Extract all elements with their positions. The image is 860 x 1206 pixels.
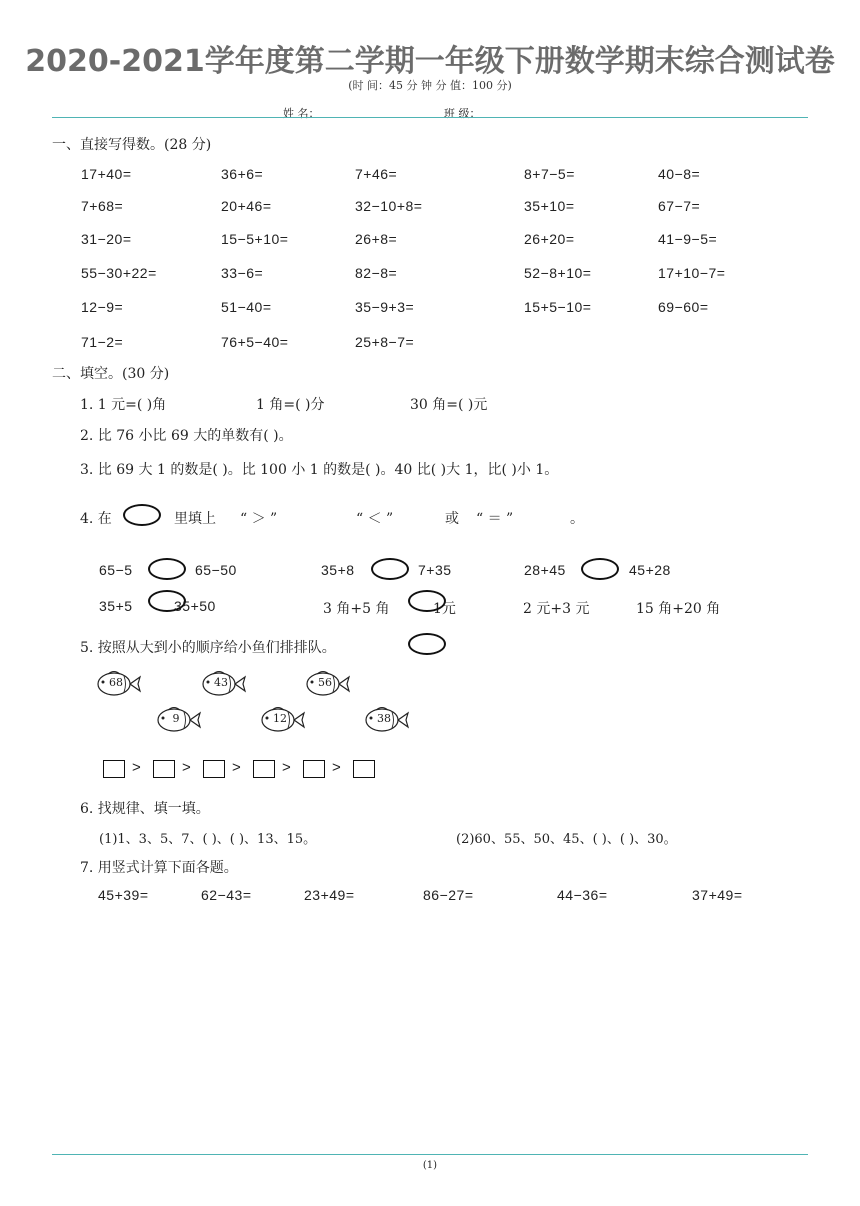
arithmetic-item: 71−2= [81, 334, 124, 350]
greater-than-symbol: > [332, 759, 341, 776]
compare-oval[interactable] [148, 558, 186, 580]
compare-oval[interactable] [371, 558, 409, 580]
compare-left: 35+8 [321, 562, 355, 578]
answer-box[interactable] [103, 760, 125, 778]
arithmetic-item: 41−9−5= [658, 231, 718, 247]
fish-number: 38 [377, 712, 391, 725]
arithmetic-item: 15−5+10= [221, 231, 289, 247]
q1-part-c: 30 角=( )元 [410, 397, 488, 413]
vertical-calc-item: 62−43= [201, 887, 252, 903]
fish-icon [260, 706, 306, 738]
arithmetic-item: 20+46= [221, 198, 272, 214]
fish-icon [201, 670, 247, 702]
arithmetic-item: 17+10−7= [658, 265, 726, 281]
arithmetic-item: 26+20= [524, 231, 575, 247]
arithmetic-item: 8+7−5= [524, 166, 575, 182]
compare-right: 35+50 [174, 598, 216, 614]
compare-right: 45+28 [629, 562, 671, 578]
fish-number: 68 [109, 676, 123, 689]
fish-icon [364, 706, 410, 738]
arithmetic-item: 12−9= [81, 299, 124, 315]
answer-box[interactable] [253, 760, 275, 778]
fish-number: 56 [318, 676, 332, 689]
q5-text: 5. 按照从大到小的顺序给小鱼们排排队。 [80, 640, 336, 656]
q6-text: 6. 找规律、填一填。 [80, 801, 210, 817]
compare-right: 1元 [433, 601, 456, 617]
arithmetic-item: 17+40= [81, 166, 132, 182]
page-number: (1) [422, 1160, 438, 1171]
fish-number: 12 [273, 712, 287, 725]
arithmetic-item: 82−8= [355, 265, 398, 281]
arithmetic-item: 33−6= [221, 265, 264, 281]
compare-left: 28+45 [524, 562, 566, 578]
q4-or: 或 [445, 511, 459, 527]
greater-than-symbol: > [132, 759, 141, 776]
compare-oval[interactable] [581, 558, 619, 580]
arithmetic-item: 7+46= [355, 166, 398, 182]
arithmetic-item: 52−8+10= [524, 265, 592, 281]
arithmetic-item: 40−8= [658, 166, 701, 182]
fish-icon [96, 670, 142, 702]
page-title: 2020-2021学年度第二学期一年级下册数学期末综合测试卷 [25, 44, 835, 79]
arithmetic-item: 36+6= [221, 166, 264, 182]
arithmetic-item: 69−60= [658, 299, 709, 315]
q4-eq-symbol: “ ＝ ” [476, 511, 514, 527]
compare-right: 15 角+20 角 [636, 601, 721, 617]
arithmetic-item: 76+5−40= [221, 334, 289, 350]
arithmetic-item: 7+68= [81, 198, 124, 214]
vertical-calc-item: 86−27= [423, 887, 474, 903]
q4-lt-symbol: “ ＜ ” [356, 511, 394, 527]
arithmetic-item: 67−7= [658, 198, 701, 214]
answer-oval[interactable] [408, 633, 446, 655]
greater-than-symbol: > [282, 759, 291, 776]
compare-left: 2 元+3 元 [523, 601, 590, 617]
fish-number: 9 [172, 712, 180, 725]
q6-part1: (1)1、3、5、7、( )、( )、13、15。 [99, 832, 317, 847]
arithmetic-item: 35+10= [524, 198, 575, 214]
sample-oval-icon [123, 504, 161, 526]
q1-part-b: 1 角=( )分 [256, 397, 325, 413]
arithmetic-item: 32−10+8= [355, 198, 423, 214]
q1-part-a: 1. 1 元=( )角 [80, 397, 167, 413]
compare-oval[interactable] [408, 590, 446, 612]
footer-rule [52, 1154, 808, 1155]
answer-box[interactable] [303, 760, 325, 778]
arithmetic-item: 55−30+22= [81, 265, 157, 281]
arithmetic-item: 31−20= [81, 231, 132, 247]
compare-right: 65−50 [195, 562, 237, 578]
q2-text: 2. 比 76 小比 69 大的单数有( )。 [80, 428, 293, 444]
q4-prefix: 4. 在 [80, 511, 112, 527]
exam-meta: (时 间：45 分 钟 分 值：100 分) [348, 79, 512, 92]
arithmetic-item: 25+8−7= [355, 334, 415, 350]
answer-box[interactable] [353, 760, 375, 778]
q3-text: 3. 比 69 大 1 的数是( )。比 100 小 1 的数是( )。40 比( )大 1，比( )小 1。 [80, 462, 559, 478]
arithmetic-item: 26+8= [355, 231, 398, 247]
name-label: 姓 名： [283, 107, 320, 120]
fish-number: 43 [214, 676, 228, 689]
greater-than-symbol: > [232, 759, 241, 776]
q4-gt-symbol: “ ＞ ” [240, 511, 278, 527]
compare-right: 7+35 [418, 562, 452, 578]
section1-title: 一、直接写得数。(28 分) [52, 137, 212, 153]
fish-icon [156, 706, 202, 738]
answer-box[interactable] [153, 760, 175, 778]
greater-than-symbol: > [182, 759, 191, 776]
compare-left: 65−5 [99, 562, 133, 578]
arithmetic-item: 51−40= [221, 299, 272, 315]
vertical-calc-item: 23+49= [304, 887, 355, 903]
answer-box[interactable] [203, 760, 225, 778]
compare-left: 3 角+5 角 [323, 601, 390, 617]
compare-oval[interactable] [148, 590, 186, 612]
section2-title: 二、填空。(30 分) [52, 366, 170, 382]
header-rule [52, 117, 808, 118]
arithmetic-item: 15+5−10= [524, 299, 592, 315]
q4-mid: 里填上 [174, 511, 216, 527]
class-label: 班 级： [444, 107, 481, 120]
vertical-calc-item: 45+39= [98, 887, 149, 903]
q7-text: 7. 用竖式计算下面各题。 [80, 860, 238, 876]
q6-part2: (2)60、55、50、45、( )、( )、30。 [456, 832, 677, 847]
fish-icon [305, 670, 351, 702]
vertical-calc-item: 37+49= [692, 887, 743, 903]
q4-end: 。 [570, 511, 584, 527]
vertical-calc-item: 44−36= [557, 887, 608, 903]
compare-left: 35+5 [99, 598, 133, 614]
arithmetic-item: 35−9+3= [355, 299, 415, 315]
